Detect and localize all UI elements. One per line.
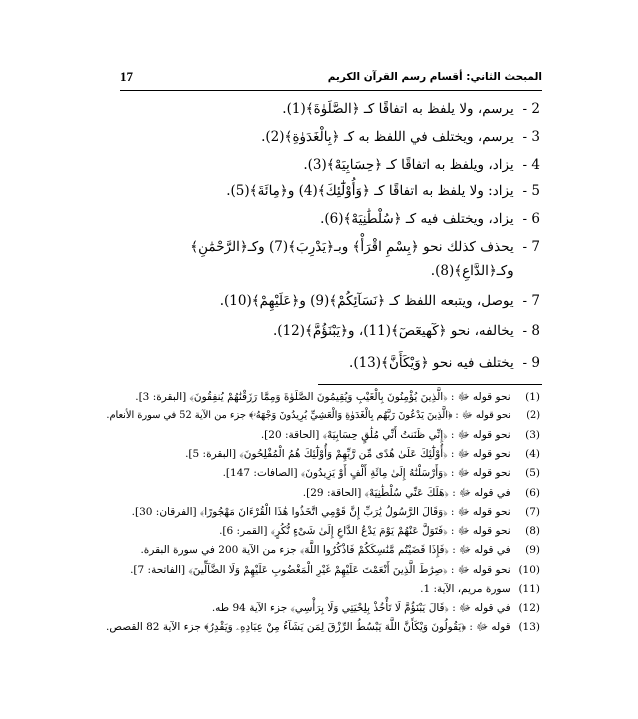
list-item-number: 4 - [522,157,540,173]
footnote [212,601,540,615]
list-item-continuation [431,262,540,280]
footnote-number: (4) [525,448,540,460]
list-item-number: 7 - [522,239,540,255]
footnote [106,409,540,423]
list-item [226,182,540,200]
footnote-number: (8) [525,525,540,537]
footnote-number: (7) [525,506,540,518]
list-item-number: 3 - [522,129,540,145]
footnote-text: في قوله ﷻ : ﴿فَإِذَا قَضَيْتُم مَّنَٰسِكَكُمْ فَاذْكُرُوا اللَّهَ﴾ جزء من الآية 200 في سورة البقرة. [140,544,511,556]
list-item-text: يزاد: ولا يلفظ به اتفاقًا كـ ﴿وَأُوْلَٰٓئِكَ﴾(4) و﴿مِائَةَ﴾(5). [226,183,514,199]
footnote-number: (5) [525,467,540,479]
footnote-number: (13) [518,621,540,633]
list-item [273,322,540,340]
footnote-number: (6) [525,487,540,499]
footnote-number: (2) [526,410,540,421]
footnote-number: (11) [518,583,540,595]
footnote-number: (9) [525,544,540,556]
footnote-text: نحو قوله ﷻ : ﴿الَّذِينَ يُؤْمِنُونَ بِالْغَيْبِ وَيُقِيمُونَ الصَّلَوٰةَ وَمِمَّا رَزَقْنَٰهُمْ يُنفِقُونَ﴾ [البقرة: 3]. [135,391,511,403]
list-item-text: يختلف فيه نحو ﴿وَيْكَأَنَّ﴾(13). [349,355,514,371]
footnote [223,466,540,480]
list-item [349,354,540,372]
footnote-text: في قوله ﷻ : ﴿هَلَكَ عَنِّي سُلْطَٰنِيَهْ﴾ [الحاقة: 29]. [302,487,511,499]
list-item [220,292,540,310]
list-item-text: وكـ﴿الدَّاعِ﴾(8). [430,263,514,279]
footnote [219,524,540,538]
list-item-text: يحذف كذلك نحو ﴿بِسْمِ اقْرَأْ﴾ وبـ﴿يَدْرِبَ﴾(7) وكـ﴿الرَّحْمَٰنِ﴾ [190,239,514,255]
list-item [282,100,540,118]
footnote-text: قوله ﷻ : ﴿يَقُولُونَ وَيْكَأَنَّ اللَّهَ يَبْسُطُ الرِّزْقَ لِمَن يَشَآءُ مِنْ عِبَادِهِۦ وَيَقْدِرُ﴾ جزء الآية 82 القصص. [106,621,511,633]
footnote-text: نحو قوله ﷻ : ﴿إِنِّي ظَنَنتُ أَنِّي مُلَٰقٍ حِسَابِيَهْ﴾ [الحاقة: 20]. [260,429,511,441]
footnote [140,543,540,557]
list-item [320,210,540,228]
footnote-text: في قوله ﷻ : ﴿قَالَ يَبْنَؤُمَّ لَا تَأْخُذْ بِلِحْيَتِي وَلَا بِرَأْسِي﴾ جزء الآية 94 طه. [211,602,511,614]
footnote-text: نحو قوله ﷻ : ﴿الَّذِينَ يَدْعُونَ رَبَّهُم بِالْغَدَوٰةِ وَالْعَشِيِّ يُرِيدُونَ وَجْهَهُۥ﴾ جزء من الآية 52 في سورة الأنعام. [106,410,511,421]
footnote-text: نحو قوله ﷻ : ﴿وَقَالَ الرَّسُولُ يَٰرَبِّ إِنَّ قَوْمِي اتَّخَذُوا هَٰذَا الْقُرْءَانَ مَهْجُورًا﴾ [الفرقان: 30]. [131,506,511,518]
list-item [261,128,540,146]
list-item-text: يرسم، ولا يلفظ به اتفاقًا كـ ﴿الصَّلَوٰةَ﴾(1). [282,101,514,117]
footnote [106,620,540,634]
list-item-text: يوصل، ويتبعه اللفظ كـ ﴿نَسَآئِكُمْ﴾(9) و﴿عَلَيْهِمْ﴾(10). [219,293,514,309]
footnote-text: نحو قوله ﷻ : ﴿صِرَٰطَ الَّذِينَ أَنْعَمْتَ عَلَيْهِمْ غَيْرِ الْمَغْضُوبِ عَلَيْهِمْ وَلَا الضَّآلِّينَ﴾ [الفاتحة: 7]. [130,564,511,576]
running-header [120,70,542,91]
page-number: 17 [120,69,133,84]
footnote-number: (12) [518,602,540,614]
header-title: المبحث الثاني: أقسام رسم القرآن الكريم [327,71,542,83]
list-item [190,238,540,256]
list-item-text: يرسم، ويختلف في اللفظ به كـ ﴿بِالْغَدَوٰةِ﴾(2). [261,129,514,145]
list-item-number: 8 - [522,323,540,339]
list-item-text: يخالفه، نحو ﴿كٓهيعٓصٓ﴾(11)، و﴿يَبْنَؤُمَّ﴾(12). [272,323,514,339]
list-item-number: 9 - [522,355,540,371]
list-item-number: 5 - [522,183,540,199]
footnote [135,390,540,404]
footnote-text: نحو قوله ﷻ : ﴿فَتَوَلَّ عَنْهُمْ يَوْمَ يَدْعُ الدَّاعِ إِلَىٰ شَىْءٍ نُّكُرٍ﴾ [القمر: 6]. [219,525,511,537]
list-item-number: 2 - [522,101,540,117]
footnote-number: (10) [518,564,540,576]
footnote [132,505,540,519]
list-item-number: 7 - [522,293,540,309]
footnote-number: (1) [525,391,540,403]
footnote [261,428,540,442]
footnote [420,582,540,596]
list-item-text: يزاد، ويلفظ به اتفاقًا كـ ﴿حِسَابِيَهْ﴾(3). [303,157,514,173]
footnote-text: سورة مريم، الآية: 1. [420,583,511,595]
footnote-text: نحو قوله ﷻ : ﴿وَأَرْسَلْنَٰهُ إِلَىٰ مِائَةِ أَلْفٍ أَوْ يَزِيدُونَ﴾ [الصافات: 147]. [222,467,511,479]
footnote-number: (3) [525,429,540,441]
footnote [303,486,540,500]
footnote-separator [318,384,542,385]
list-item-number: 6 - [522,211,540,227]
list-item-text: يزاد، ويختلف فيه كـ ﴿سُلْطَٰنِيَهْ﴾(6). [320,211,514,227]
footnote [130,563,540,577]
footnote [185,447,540,461]
list-item [303,156,540,174]
footnote-text: نحو قوله ﷻ : ﴿أُوْلَٰٓئِكَ عَلَىٰ هُدًى مِّن رَّبِّهِمْ وَأُوْلَٰٓئِكَ هُمُ الْمُفْلِحُونَ﴾ [البقرة: 5]. [185,448,511,460]
